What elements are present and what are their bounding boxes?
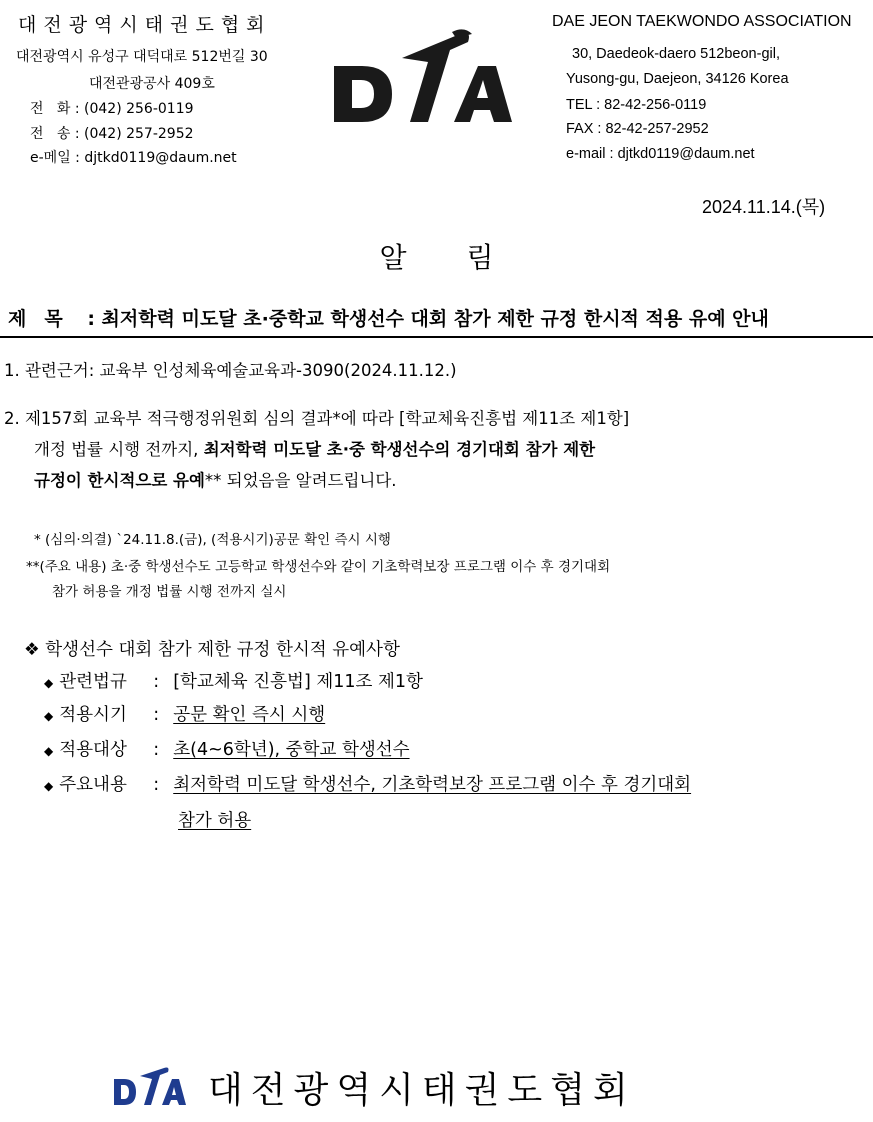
fax-en: FAX : 82-42-257-2952 — [566, 121, 709, 137]
section-heading — [24, 636, 400, 661]
fax-label-ko: 전 송 — [30, 126, 71, 142]
section-item-key: 주요내용 — [59, 775, 127, 795]
section-item — [44, 736, 410, 761]
diamond-small-icon: ◆ — [44, 676, 54, 690]
subject-text: : 최저학력 미도달 초·중학교 학생선수 대회 참가 제한 규정 한시적 적용 유예 안내 — [87, 308, 769, 330]
diamond-small-icon: ◆ — [44, 744, 54, 758]
diamond-small-icon: ◆ — [44, 779, 54, 793]
tel-label-ko: 전 화 — [30, 101, 71, 117]
tel-value-ko: : (042) 256-0119 — [74, 101, 194, 117]
footnote-2-line1: **(주요 내용) 초·중 학생선수도 고등학교 학생선수와 같이 기초학력보장 프로그램 이수 후 경기대회 — [26, 559, 611, 575]
section-title: 학생선수 대회 참가 제한 규정 한시적 유예사항 — [45, 640, 400, 660]
section-item-colon: : — [153, 672, 160, 692]
section-item-colon: : — [153, 740, 160, 760]
dta-footer-logo — [114, 1067, 186, 1107]
address-en-line1: 30, Daedeok-daero 512beon-gil, — [572, 46, 780, 62]
fax-row-ko — [30, 123, 194, 143]
tel-en: TEL : 82-42-256-0119 — [566, 97, 707, 113]
address-ko-line1: 대전광역시 유성구 대덕대로 512번길 30 — [16, 49, 268, 65]
section-item-value: 초(4~6학년), 중학교 학생선수 — [173, 740, 410, 760]
dta-logo — [332, 28, 512, 128]
email-value-ko: : djtkd0119@daum.net — [75, 150, 237, 166]
subject-divider — [0, 336, 873, 338]
section-item — [44, 771, 691, 796]
footnote-1: * (심의·의결) `24.11.8.(금), (적용시기)공문 확인 즉시 시행 — [34, 532, 391, 548]
body-item-2-line3 — [34, 467, 397, 491]
subject-label: 제목 — [8, 308, 81, 330]
org-name-ko: 대전광역시태권도협회 — [18, 14, 272, 36]
body-item-2-line1: 2. 제157회 교육부 적극행정위원회 심의 결과*에 따라 [학교체육진흥법 제11조 제1항] — [4, 409, 630, 428]
footer-org-name: 대전광역시태권도협회 — [208, 1070, 636, 1111]
tel-row-ko — [30, 98, 194, 118]
section-item-value: [학교체육 진흥법] 제11조 제1항 — [173, 672, 423, 692]
section-item-colon: : — [153, 705, 160, 725]
body-item-2-line3-plain: ** 되었음을 알려드립니다. — [204, 471, 397, 490]
body-item-2-line2-bold: 최저학력 미도달 초·중 학생선수의 경기대회 참가 제한 — [203, 440, 596, 459]
subject-line — [8, 304, 769, 331]
diamond-small-icon: ◆ — [44, 709, 54, 723]
email-label-ko: e-메일 — [30, 150, 71, 166]
body-item-2-line2-plain: 개정 법률 시행 전까지, — [34, 440, 204, 459]
diamond-bullet-icon: ❖ — [24, 640, 40, 660]
footnote-2-line2: 참가 허용을 개정 법률 시행 전까지 실시 — [52, 584, 287, 600]
section-item-colon: : — [153, 775, 160, 795]
section-item-key: 적용시기 — [59, 705, 127, 725]
body-item-1: 1. 관련근거: 교육부 인성체육예술교육과-3090(2024.11.12.) — [4, 361, 457, 380]
address-en-line2: Yusong-gu, Daejeon, 34126 Korea — [566, 71, 789, 87]
email-en: e-mail : djtkd0119@daum.net — [566, 146, 755, 162]
section-item-continuation — [178, 807, 251, 832]
section-item-value-line2: 참가 허용 — [178, 811, 252, 831]
org-name-en: DAE JEON TAEKWONDO ASSOCIATION — [552, 13, 852, 30]
section-item-key: 적용대상 — [59, 740, 127, 760]
document-date: 2024.11.14.(목) — [702, 197, 826, 217]
section-item-value: 공문 확인 즉시 시행 — [173, 705, 326, 725]
body-item-2-line3-bold: 규정이 한시적으로 유예 — [34, 471, 205, 490]
email-row-ko — [30, 147, 237, 167]
section-item — [44, 701, 325, 726]
notice-title: 알림 — [379, 241, 554, 274]
body-item-2-line2 — [34, 436, 595, 460]
section-item-value: 최저학력 미도달 학생선수, 기초학력보장 프로그램 이수 후 경기대회 — [173, 775, 692, 795]
section-item — [44, 668, 423, 693]
section-item-key: 관련법규 — [59, 672, 127, 692]
address-ko-line2: 대전관광공사 409호 — [89, 76, 215, 92]
fax-value-ko: : (042) 257-2952 — [74, 126, 194, 142]
